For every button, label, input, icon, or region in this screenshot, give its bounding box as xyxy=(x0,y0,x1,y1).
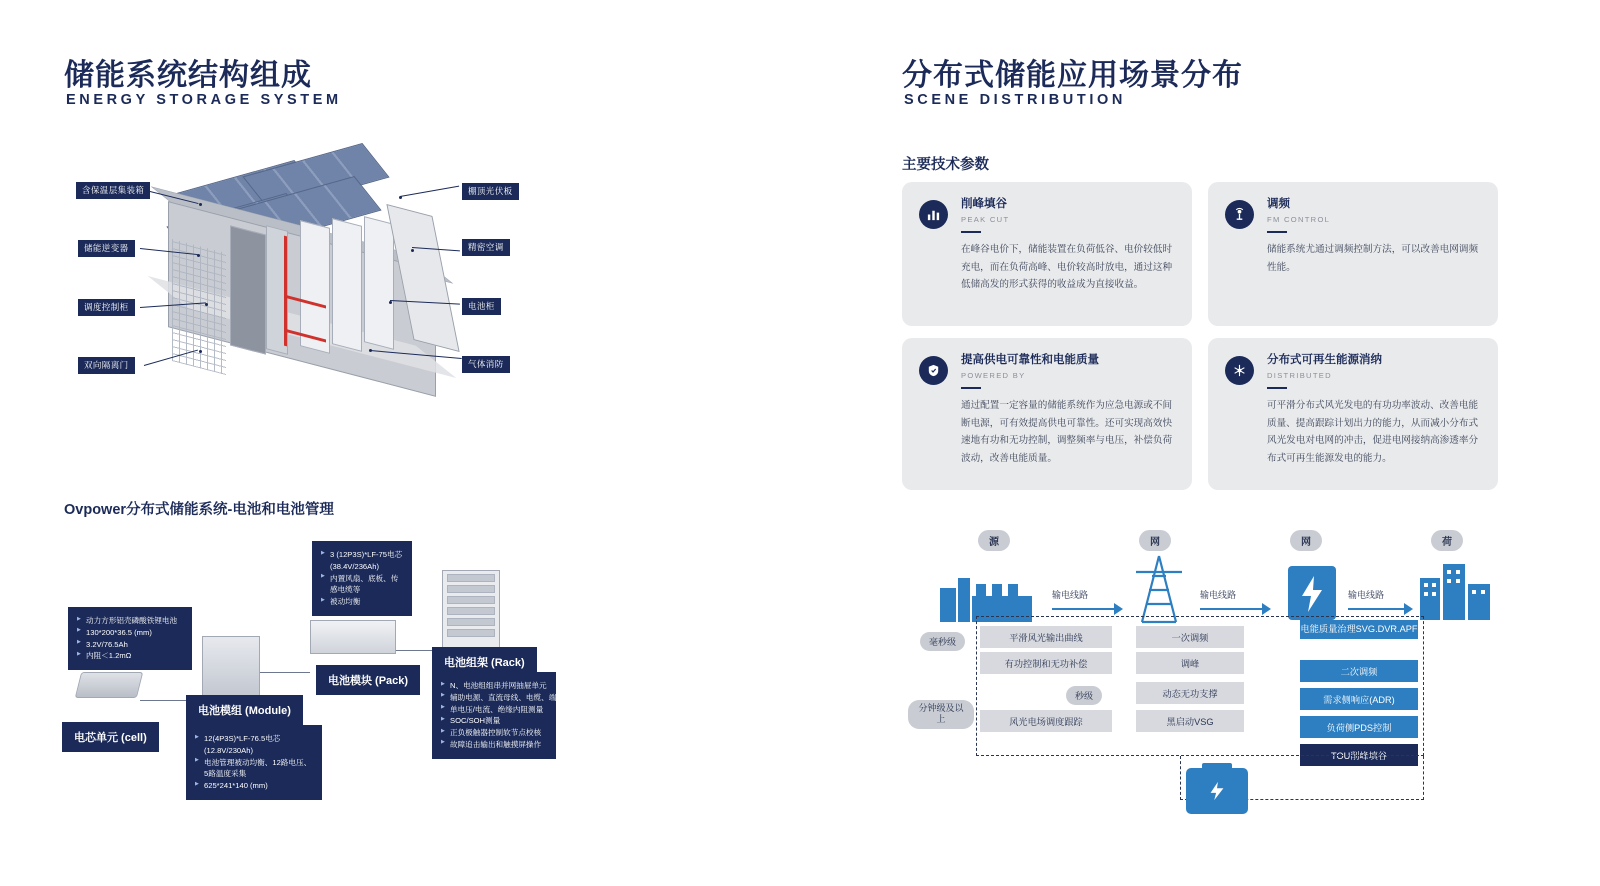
card-title: 调频 xyxy=(1267,198,1290,210)
connector-line xyxy=(140,700,192,701)
leader-dot xyxy=(205,303,208,306)
spec-line: ▶ 故障追击输出和触摸屏操作 xyxy=(441,739,547,751)
chart-bars-icon xyxy=(919,200,948,229)
rack-spec-card xyxy=(432,672,580,759)
leader-dot xyxy=(369,349,372,352)
divider xyxy=(1267,231,1287,233)
card-subtitle: POWERED BY xyxy=(961,370,1026,380)
transmission-tower-icon xyxy=(1130,552,1188,626)
flow-link-label-3: 输电线路 xyxy=(1348,590,1385,600)
leader-dot xyxy=(199,350,202,353)
divider xyxy=(961,387,981,389)
card-text: 储能系统尤通过调频控制方法，可以改善电网调频性能。 xyxy=(1267,243,1479,273)
substation-icon xyxy=(1282,556,1342,622)
flow-node-source: 源 xyxy=(978,530,1010,551)
rack-name: 电池组架 (Rack) xyxy=(432,647,537,677)
flow-node-load: 荷 xyxy=(1431,530,1463,551)
leader-dot xyxy=(197,254,200,257)
scene-distribution-panel xyxy=(880,0,1600,886)
battery-cabinet xyxy=(332,218,362,352)
shield-icon xyxy=(919,356,948,385)
scope-dashed-box xyxy=(976,616,1424,756)
flow-arrow xyxy=(1262,603,1271,615)
spec-line: ▶ 辅助电源、直流母线、电缆、端子排等 xyxy=(441,692,547,704)
battery-cabinet xyxy=(364,216,394,350)
flow-pill-dispatch-tracking: 风光电场调度跟踪 xyxy=(980,710,1112,732)
spec-line: ▶ N、电池组组串并网抽屉单元 xyxy=(441,680,547,692)
flow-pill-power-quality: 电能质量治理SVG.DVR.APF xyxy=(1300,620,1418,639)
module-3d-object xyxy=(202,636,260,696)
flow-line xyxy=(1200,608,1262,610)
card-subtitle: FM CONTROL xyxy=(1267,214,1331,224)
cell-spec-card xyxy=(68,607,192,670)
flow-pill-peak-shaving: 调峰 xyxy=(1136,652,1244,674)
flow-pill-demand-response: 需求侧响应(ADR) xyxy=(1300,688,1418,710)
flow-arrow xyxy=(1114,603,1123,615)
spec-line: ▶ 内阻＜1.2mΩ xyxy=(77,650,183,662)
icon-wrap xyxy=(918,354,948,474)
callout-dispatch-cabinet: 调度控制柜 xyxy=(78,299,135,316)
cell-name: 电芯单元 (cell) xyxy=(62,722,159,752)
icon-wrap xyxy=(1224,198,1254,310)
flow-pill-black-start: 黑启动VSG xyxy=(1136,710,1244,732)
spec-line: ▶ 130*200*36.5 (mm) xyxy=(77,627,183,639)
param-card-fm-control xyxy=(1208,182,1498,326)
flow-pill-pds-control: 负荷侧PDS控制 xyxy=(1300,716,1418,738)
leader-dot xyxy=(411,249,414,252)
battery-section-title: Ovpower分布式储能系统-电池和电池管理 xyxy=(64,502,334,518)
card-text: 可平滑分布式风光发电的有功功率波动、改善电能质量、提高跟踪计划出力的能力，从而减小分布式风光发电对电网的冲击，促进电网接纳高渗透率分布式可再生能源发电的能力。 xyxy=(1267,399,1479,464)
callout-battery-cabinet: 电池柜 xyxy=(462,298,501,315)
card-text: 在峰谷电价下，储能装置在负荷低谷、电价较低时充电，而在负荷高峰、电价较高时放电，通过这种低储高发的形式获得的收益成为直接收益。 xyxy=(961,243,1173,291)
spec-line: ▶ 12(4P3S)*LF-76.5电芯 (12.8V/230Ah) xyxy=(195,733,313,757)
main-parameters-label: 主要技术参数 xyxy=(902,157,989,173)
flow-link-label-1: 输电线路 xyxy=(1052,590,1089,600)
pack-spec-card xyxy=(312,541,412,616)
spec-line: ▶ 被动均衡 xyxy=(321,596,403,608)
page-subtitle-right: SCENE DISTRIBUTION xyxy=(904,92,1126,108)
antenna-icon xyxy=(1225,200,1254,229)
spec-line: ▶ 内置风扇、底板、传感电缆等 xyxy=(321,573,403,597)
card-body xyxy=(1267,354,1480,474)
card-body xyxy=(1267,198,1480,310)
card-subtitle: DISTRIBUTED xyxy=(1267,370,1332,380)
lightning-bolt-icon xyxy=(1206,780,1228,802)
module-spec-card xyxy=(186,725,322,800)
leader-dot xyxy=(389,301,392,304)
param-card-peak-cut xyxy=(902,182,1192,326)
param-card-power-reliability xyxy=(902,338,1192,490)
spec-line: ▶ 625*241*140 (mm) xyxy=(195,780,313,792)
time-tag-millisecond: 毫秒级 xyxy=(920,632,965,651)
callout-inverter: 储能逆变器 xyxy=(78,240,135,257)
flow-node-grid-1: 网 xyxy=(1139,530,1171,551)
inverter-cabinet xyxy=(230,225,266,354)
power-plant-icon xyxy=(936,562,1046,624)
pack-3d-object xyxy=(310,620,396,654)
module-name: 电池模组 (Module) xyxy=(186,695,303,725)
flow-node-grid-2: 网 xyxy=(1290,530,1322,551)
snowflake-icon xyxy=(1225,356,1254,385)
rack-3d-object xyxy=(442,570,500,650)
flow-pill-active-reactive: 有功控制和无功补偿 xyxy=(980,652,1112,674)
connector-line xyxy=(258,672,310,673)
spec-line: ▶ 动力方形铝壳磷酸铁锂电池 xyxy=(77,615,183,627)
icon-wrap xyxy=(1224,354,1254,474)
leader-dot xyxy=(399,196,402,199)
card-title: 提高供电可靠性和电能质量 xyxy=(961,354,1099,366)
time-tag-second: 秒级 xyxy=(1066,686,1102,705)
callout-gas-fire-suppression: 气体消防 xyxy=(462,356,510,373)
buildings-icon xyxy=(1416,550,1496,622)
spec-line: ▶ SOC/SOH测量 xyxy=(441,715,547,727)
flow-pill-primary-fm: 一次调频 xyxy=(1136,626,1244,648)
pack-name: 电池模块 (Pack) xyxy=(316,665,420,695)
flow-line xyxy=(1052,608,1114,610)
card-title: 削峰填谷 xyxy=(961,198,1007,210)
card-title: 分布式可再生能源消纳 xyxy=(1267,354,1382,366)
flow-link-label-2: 输电线路 xyxy=(1200,590,1237,600)
page-title-left: 储能系统结构组成 xyxy=(64,59,312,92)
card-text: 通过配置一定容量的储能系统作为应急电源或不间断电源，可有效提高供电可靠性。还可实现高效快速地有功和无功控制，调整频率与电压，补偿负荷波动，改善电能质量。 xyxy=(961,399,1173,464)
flow-pill-secondary-fm: 二次调频 xyxy=(1300,660,1418,682)
grid-flow-diagram xyxy=(880,520,1600,860)
flow-pill-tou: TOU削峰填谷 xyxy=(1300,744,1418,766)
flow-pill-smooth-output: 平滑风光输出曲线 xyxy=(980,626,1112,648)
spec-line: ▶ 3 (12P3S)*LF-75电芯 (38.4V/236Ah) xyxy=(321,549,403,573)
spec-line: ▶ 3.2V/76.5Ah xyxy=(77,639,183,651)
spec-line: ▶ 电池管理被动均衡、12路电压、5路温度采集 xyxy=(195,757,313,781)
battery-storage-icon xyxy=(1186,768,1248,814)
cell-3d-object xyxy=(78,672,140,698)
card-body xyxy=(961,198,1174,310)
param-card-distributed-renewable xyxy=(1208,338,1498,490)
divider xyxy=(961,231,981,233)
leader-dot xyxy=(199,203,202,206)
icon-wrap xyxy=(918,198,948,310)
flow-pill-dynamic-reactive: 动态无功支撑 xyxy=(1136,682,1244,704)
callout-precision-ac: 精密空调 xyxy=(462,239,510,256)
callout-isolation-door: 双向隔离门 xyxy=(78,357,135,374)
callout-container: 含保温层集装箱 xyxy=(76,182,150,199)
card-subtitle: PEAK CUT xyxy=(961,214,1010,224)
page-title-right: 分布式储能应用场景分布 xyxy=(902,59,1243,92)
page-subtitle-left: ENERGY STORAGE SYSTEM xyxy=(66,92,342,108)
spec-line: ▶ 正负极触器控制软节点校核 xyxy=(441,727,547,739)
divider xyxy=(1267,387,1287,389)
time-tag-minute: 分钟级及以上 xyxy=(908,700,974,729)
flow-line xyxy=(1348,608,1404,610)
spec-line: ▶ 单电压/电流、绝缘内阻测量 xyxy=(441,704,547,716)
card-body xyxy=(961,354,1174,474)
callout-solar-panel: 棚顶光伏板 xyxy=(462,183,519,200)
flow-arrow xyxy=(1404,603,1413,615)
